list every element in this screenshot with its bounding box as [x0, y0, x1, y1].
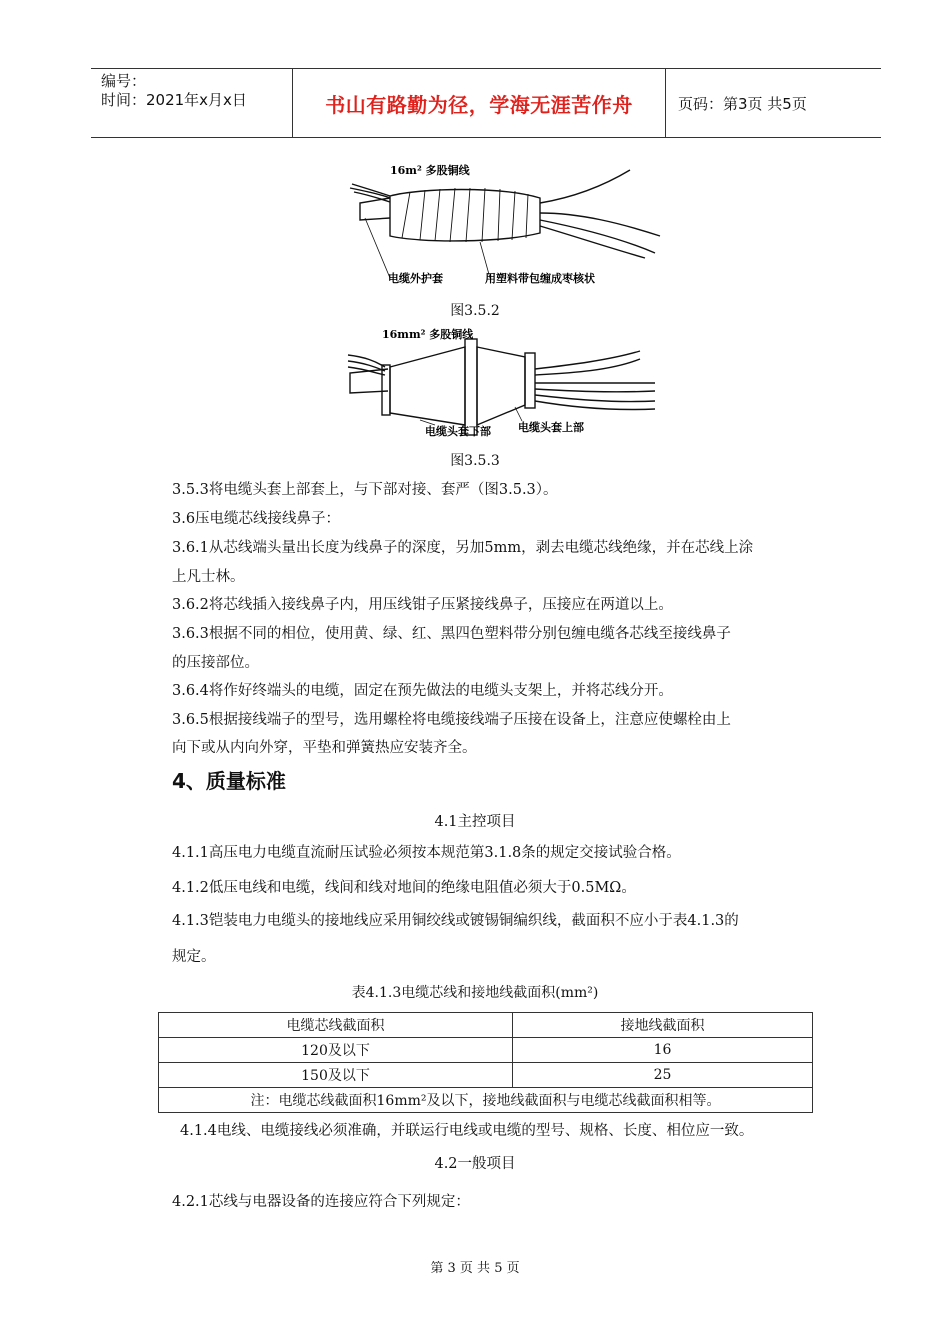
figure1-tape-label: 用塑料带包缠成枣核状 [485, 272, 595, 285]
table-header-row [159, 1013, 813, 1038]
paragraph-3-6-2: 3.6.2将芯线插入接线鼻子内，用压线钳子压紧接线鼻子，压接应在两道以上。 [172, 597, 673, 613]
table-caption: 表4.1.3电缆芯线和接地线截面积(mm²) [351, 985, 599, 1001]
table-cell: 25 [513, 1063, 813, 1088]
header-meta [91, 69, 293, 137]
page-header [91, 68, 881, 138]
subheading-4-1: 4.1主控项目 [434, 814, 516, 830]
paragraph-4-1-1: 4.1.1高压电力电缆直流耐压试验必须按本规范第3.1.8条的规定交接试验合格。 [172, 845, 681, 861]
paragraph-4-2-1: 4.2.1芯线与电器设备的连接应符合下列规定： [172, 1194, 470, 1210]
header-motto: 书山有路勤为径，学海无涯苦作舟 [293, 69, 666, 137]
figure2-wire-label: 16mm² 多股铜线 [382, 328, 474, 341]
header-page-label: 页码：第3页 共5页 [678, 94, 807, 113]
paragraph-3-6: 3.6压电缆芯线接线鼻子： [172, 511, 341, 527]
subheading-4-2: 4.2一般项目 [434, 1156, 516, 1172]
doc-time-label: 时间：2021年x月x日 [101, 91, 247, 109]
paragraph-3-6-4: 3.6.4将作好终端头的电缆，固定在预先做法的电缆头支架上，并将芯线分开。 [172, 683, 673, 699]
table-row [159, 1063, 813, 1088]
table-cell: 150及以下 [159, 1063, 513, 1088]
table-header-cell: 接地线截面积 [513, 1013, 813, 1038]
figure-cable-wrapping [340, 158, 670, 288]
paragraph-3-6-5-line1: 3.6.5根据接线端子的型号，选用螺栓将电缆接线端子压接在设备上，注意应使螺栓由上 [172, 712, 731, 728]
figure2-lower-label: 电缆头套下部 [425, 425, 491, 438]
doc-number-label: 编号： [101, 72, 147, 90]
table-note: 注：电缆芯线截面积16mm²及以下，接地线截面积与电缆芯线截面积相等。 [159, 1088, 813, 1113]
paragraph-4-1-2: 4.1.2低压电线和电缆，线间和线对地间的绝缘电阻值必须大于0.5MΩ。 [172, 880, 636, 896]
paragraph-4-1-4: 4.1.4电线、电缆接线必须准确，并联运行电线或电缆的型号、规格、长度、相位应一致。 [180, 1123, 754, 1139]
table-cell: 16 [513, 1038, 813, 1063]
paragraph-4-1-3-line1: 4.1.3铠装电力电缆头的接地线应采用铜绞线或镀锡铜编织线，截面积不应小于表4.1.3的 [172, 913, 739, 929]
figure1-wire-label: 16m² 多股铜线 [390, 164, 470, 177]
paragraph-3-6-5-line2: 向下或从内向外穿，平垫和弹簧热应安装齐全。 [172, 740, 477, 756]
paragraph-3-6-1-line2: 上凡士林。 [172, 569, 245, 585]
figure1-caption: 图3.5.2 [450, 303, 500, 319]
table-cell: 120及以下 [159, 1038, 513, 1063]
paragraph-3-5-3: 3.5.3将电缆头套上部套上，与下部对接、套严（图3.5.3）。 [172, 482, 558, 498]
page-footer: 第 3 页 共 5 页 [430, 1261, 520, 1276]
lower-sleeve [390, 347, 465, 425]
paragraph-4-1-3-line2: 规定。 [172, 949, 216, 965]
section-heading-quality: 4、质量标准 [172, 769, 286, 793]
figure-cable-head-sleeve [340, 325, 670, 445]
table-note-row [159, 1088, 813, 1113]
lower-sleeve-ring [382, 365, 390, 415]
paragraph-3-6-3-line2: 的压接部位。 [172, 655, 259, 671]
table-row [159, 1038, 813, 1063]
figure2-caption: 图3.5.3 [450, 453, 500, 469]
paragraph-3-6-3-line1: 3.6.3根据不同的相位，使用黄、绿、红、黑四色塑料带分别包缠电缆各芯线至接线鼻子 [172, 626, 731, 642]
joint-ring [465, 339, 477, 435]
table-header-cell: 电缆芯线截面积 [159, 1013, 513, 1038]
cross-section-table [158, 1012, 813, 1113]
figure2-upper-label: 电缆头套上部 [518, 421, 584, 434]
taped-core [390, 190, 540, 241]
paragraph-3-6-1-line1: 3.6.1从芯线端头量出长度为线鼻子的深度，另加5mm，剥去电缆芯线绝缘，并在芯线上涂 [172, 540, 754, 556]
figure1-sheath-label: 电缆外护套 [388, 272, 443, 285]
